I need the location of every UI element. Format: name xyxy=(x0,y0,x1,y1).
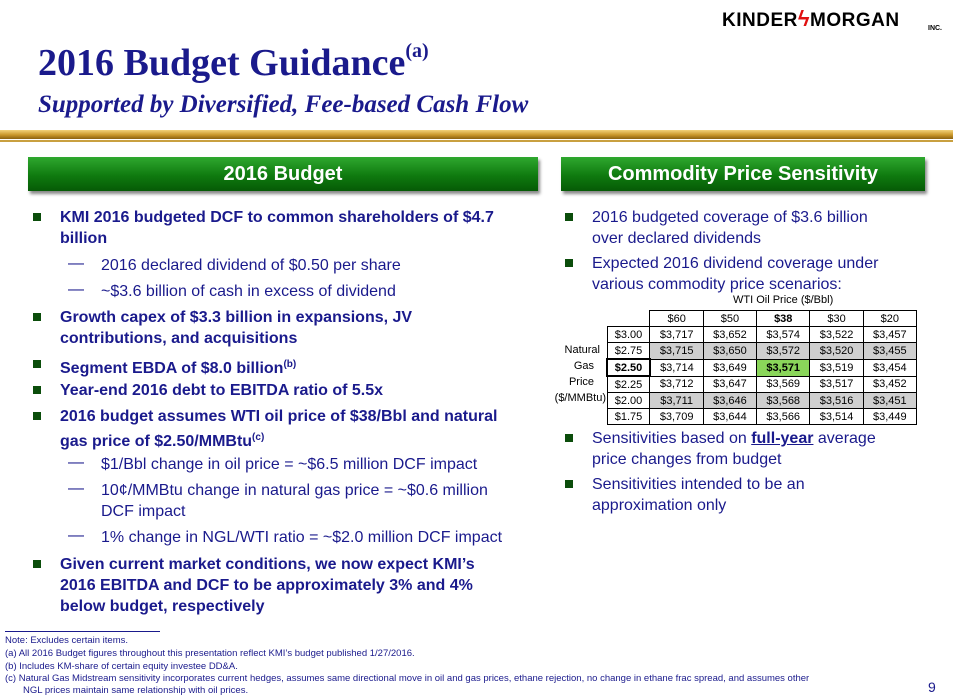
bullet-dcf xyxy=(60,207,494,249)
bullet-square-icon xyxy=(565,480,573,488)
grid-cell: $3,711 xyxy=(650,393,703,409)
sub-gas-impact-line1: 10¢/MMBtu change in natural gas price = ~$0.6 million xyxy=(101,482,488,499)
dash-icon: — xyxy=(68,255,84,272)
bullet-dcf-line1: KMI 2016 budgeted DCF to common shareholders of $4.7 xyxy=(60,209,494,226)
footnote-marker-b: (b) xyxy=(283,359,297,370)
grid-cell: $3,649 xyxy=(703,359,756,376)
grid-cell: $3,569 xyxy=(757,376,810,393)
grid-cell: $3,517 xyxy=(810,376,863,393)
sensitivity-grid xyxy=(606,310,917,425)
grid-header-row xyxy=(607,311,917,327)
bullet-square-icon xyxy=(565,259,573,267)
grid-row xyxy=(607,376,917,393)
footnote-marker-c: (c) xyxy=(252,432,265,443)
bullet-dcf-line2: billion xyxy=(60,230,108,247)
grid-cell: $3,454 xyxy=(863,359,916,376)
bullet-capex xyxy=(60,307,412,349)
bullet-full-year-text-a: Sensitivities based on xyxy=(592,430,752,447)
grid-cell: $3,712 xyxy=(650,376,703,393)
grid-cell: $3,514 xyxy=(810,409,863,425)
bullet-capex-line1: Growth capex of $3.3 billion in expansions, JV xyxy=(60,309,413,326)
bullet-coverage-line2: over declared dividends xyxy=(592,230,761,247)
bullet-square-icon xyxy=(565,213,573,221)
page-number: 9 xyxy=(928,679,936,695)
gas-price-label: $1.75 xyxy=(607,409,650,425)
grid-cell: $3,647 xyxy=(703,376,756,393)
sub-oil-impact: $1/Bbl change in oil price = ~$6.5 million DCF impact xyxy=(101,456,478,473)
bullet-price-line2 xyxy=(60,427,497,452)
footnote-a: (a) All 2016 Budget figures throughout this presentation reflect KMI’s budget published 1/27/2016. xyxy=(5,648,415,659)
bullet-ebda xyxy=(60,354,296,379)
bullet-outlook xyxy=(60,554,475,617)
grid-row xyxy=(607,393,917,409)
grid-cell: $3,644 xyxy=(703,409,756,425)
budget-section-header: 2016 Budget xyxy=(28,157,538,191)
grid-cell: $3,568 xyxy=(757,393,810,409)
bullet-full-year-line2: price changes from budget xyxy=(592,451,782,468)
footnote-rule xyxy=(5,631,160,632)
sub-excess-cash: ~$3.6 billion of cash in excess of dividend xyxy=(101,283,396,300)
bullet-approximation-line2: approximation only xyxy=(592,497,727,514)
bullet-square-icon xyxy=(565,434,573,442)
grid-cell: $3,519 xyxy=(810,359,863,376)
sub-gas-impact-line2: DCF impact xyxy=(101,503,186,520)
lightning-bolt-icon: ϟ xyxy=(797,6,810,31)
grid-row xyxy=(607,343,917,360)
footnote-c-line2: NGL prices maintain same relationship with oil prices. xyxy=(23,685,249,696)
bullet-square-icon xyxy=(33,360,41,368)
bullet-outlook-line1: Given current market conditions, we now expect KMI’s xyxy=(60,556,475,573)
gas-price-label: $2.25 xyxy=(607,376,650,393)
footnote-c-line1: (c) Natural Gas Midstream sensitivity incorporates current hedges, assumes same directional move in oil and gas prices, ethane rejection, no change in ethane frac spread, and assumes other xyxy=(5,673,810,684)
grid-corner xyxy=(607,311,650,327)
grid-cell: $3,572 xyxy=(757,343,810,360)
grid-cell: $3,457 xyxy=(863,327,916,343)
grid-cell: $3,715 xyxy=(650,343,703,360)
title-footnote-marker: (a) xyxy=(405,40,429,62)
grid-cell: $3,574 xyxy=(757,327,810,343)
logo-text-right: MORGAN xyxy=(810,10,900,31)
bullet-square-icon xyxy=(33,213,41,221)
grid-cell: $3,449 xyxy=(863,409,916,425)
bullet-coverage-line1: 2016 budgeted coverage of $3.6 billion xyxy=(592,209,868,226)
bullet-price-line2-text: gas price of $2.50/MMBtu xyxy=(60,433,253,450)
logo-text-left: KINDER xyxy=(722,10,798,31)
gas-price-label: $2.75 xyxy=(607,343,650,360)
grid-cell: $3,650 xyxy=(703,343,756,360)
oil-price-header: $60 xyxy=(650,311,703,327)
grid-cell: $3,451 xyxy=(863,393,916,409)
side-label-natural: Natural xyxy=(564,344,600,356)
sub-gas-impact xyxy=(101,480,488,522)
bullet-coverage xyxy=(592,207,868,249)
dash-icon: — xyxy=(68,527,84,544)
bullet-full-year-text-c: average xyxy=(813,430,876,447)
grid-cell: $3,452 xyxy=(863,376,916,393)
grid-cell: $3,717 xyxy=(650,327,703,343)
dash-icon: — xyxy=(68,454,84,471)
grid-cell: $3,714 xyxy=(650,359,703,376)
sub-ngl-impact: 1% change in NGL/WTI ratio = ~$2.0 million DCF impact xyxy=(101,529,503,546)
bullet-capex-line2: contributions, and acquisitions xyxy=(60,330,298,347)
footnote-b: (b) Includes KM-share of certain equity investee DD&A. xyxy=(5,661,238,672)
gas-price-label: $2.00 xyxy=(607,393,650,409)
bullet-full-year xyxy=(592,428,876,470)
grid-cell: $3,709 xyxy=(650,409,703,425)
gold-divider-line xyxy=(0,140,953,142)
grid-row xyxy=(607,327,917,343)
bullet-debt-ratio: Year-end 2016 debt to EBITDA ratio of 5.5x xyxy=(60,382,384,399)
grid-cell: $3,522 xyxy=(810,327,863,343)
bullet-scenarios xyxy=(592,253,878,295)
bullet-square-icon xyxy=(33,386,41,394)
side-label-gas: Gas xyxy=(573,360,594,372)
dash-icon: — xyxy=(68,281,84,298)
grid-cell: $3,566 xyxy=(757,409,810,425)
bullet-square-icon xyxy=(33,313,41,321)
page-subtitle: Supported by Diversified, Fee-based Cash Flow xyxy=(38,91,529,118)
grid-cell: $3,646 xyxy=(703,393,756,409)
bullet-price-line1: 2016 budget assumes WTI oil price of $38/Bbl and natural xyxy=(60,408,498,425)
bullet-approximation xyxy=(592,474,805,516)
sensitivity-section-header: Commodity Price Sensitivity xyxy=(561,157,925,191)
oil-price-header: $38 xyxy=(757,311,810,327)
side-label-units: ($/MMBtu) xyxy=(554,392,606,404)
bullet-ebda-text: Segment EBDA of $8.0 billion xyxy=(60,360,284,377)
bullet-outlook-line3: below budget, respectively xyxy=(60,598,265,615)
grid-cell: $3,455 xyxy=(863,343,916,360)
gas-price-label: $2.50 xyxy=(607,359,650,376)
bullet-square-icon xyxy=(33,412,41,420)
bullet-square-icon xyxy=(33,560,41,568)
grid-cell: $3,652 xyxy=(703,327,756,343)
gas-price-label: $3.00 xyxy=(607,327,650,343)
oil-price-header: $50 xyxy=(703,311,756,327)
bullet-scenarios-line2: various commodity price scenarios: xyxy=(592,276,842,293)
bullet-scenarios-line1: Expected 2016 dividend coverage under xyxy=(592,255,879,272)
bullet-price-assumptions xyxy=(60,406,497,452)
grid-cell: $3,516 xyxy=(810,393,863,409)
grid-row xyxy=(607,409,917,425)
oil-price-header: $20 xyxy=(863,311,916,327)
grid-row-base xyxy=(607,359,917,376)
logo-inc: INC. xyxy=(928,25,942,32)
dash-icon: — xyxy=(68,480,84,497)
page-title-text: 2016 Budget Guidance xyxy=(38,42,406,84)
footnote-note: Note: Excludes certain items. xyxy=(5,635,129,646)
sub-dividend: 2016 declared dividend of $0.50 per share xyxy=(101,257,401,274)
bullet-full-year-line1 xyxy=(592,428,876,449)
grid-cell: $3,520 xyxy=(810,343,863,360)
grid-cell-base-case: $3,571 xyxy=(757,359,810,376)
sensitivity-grid-title: WTI Oil Price ($/Bbl) xyxy=(733,294,834,306)
page-title xyxy=(38,40,429,85)
kinder-morgan-logo xyxy=(722,6,900,32)
gold-divider-bar xyxy=(0,130,953,139)
oil-price-header: $30 xyxy=(810,311,863,327)
bullet-outlook-line2: 2016 EBITDA and DCF to be approximately 3% and 4% xyxy=(60,577,473,594)
bullet-approximation-line1: Sensitivities intended to be an xyxy=(592,476,805,493)
side-label-price: Price xyxy=(568,376,594,388)
full-year-emphasis: full-year xyxy=(751,430,814,447)
